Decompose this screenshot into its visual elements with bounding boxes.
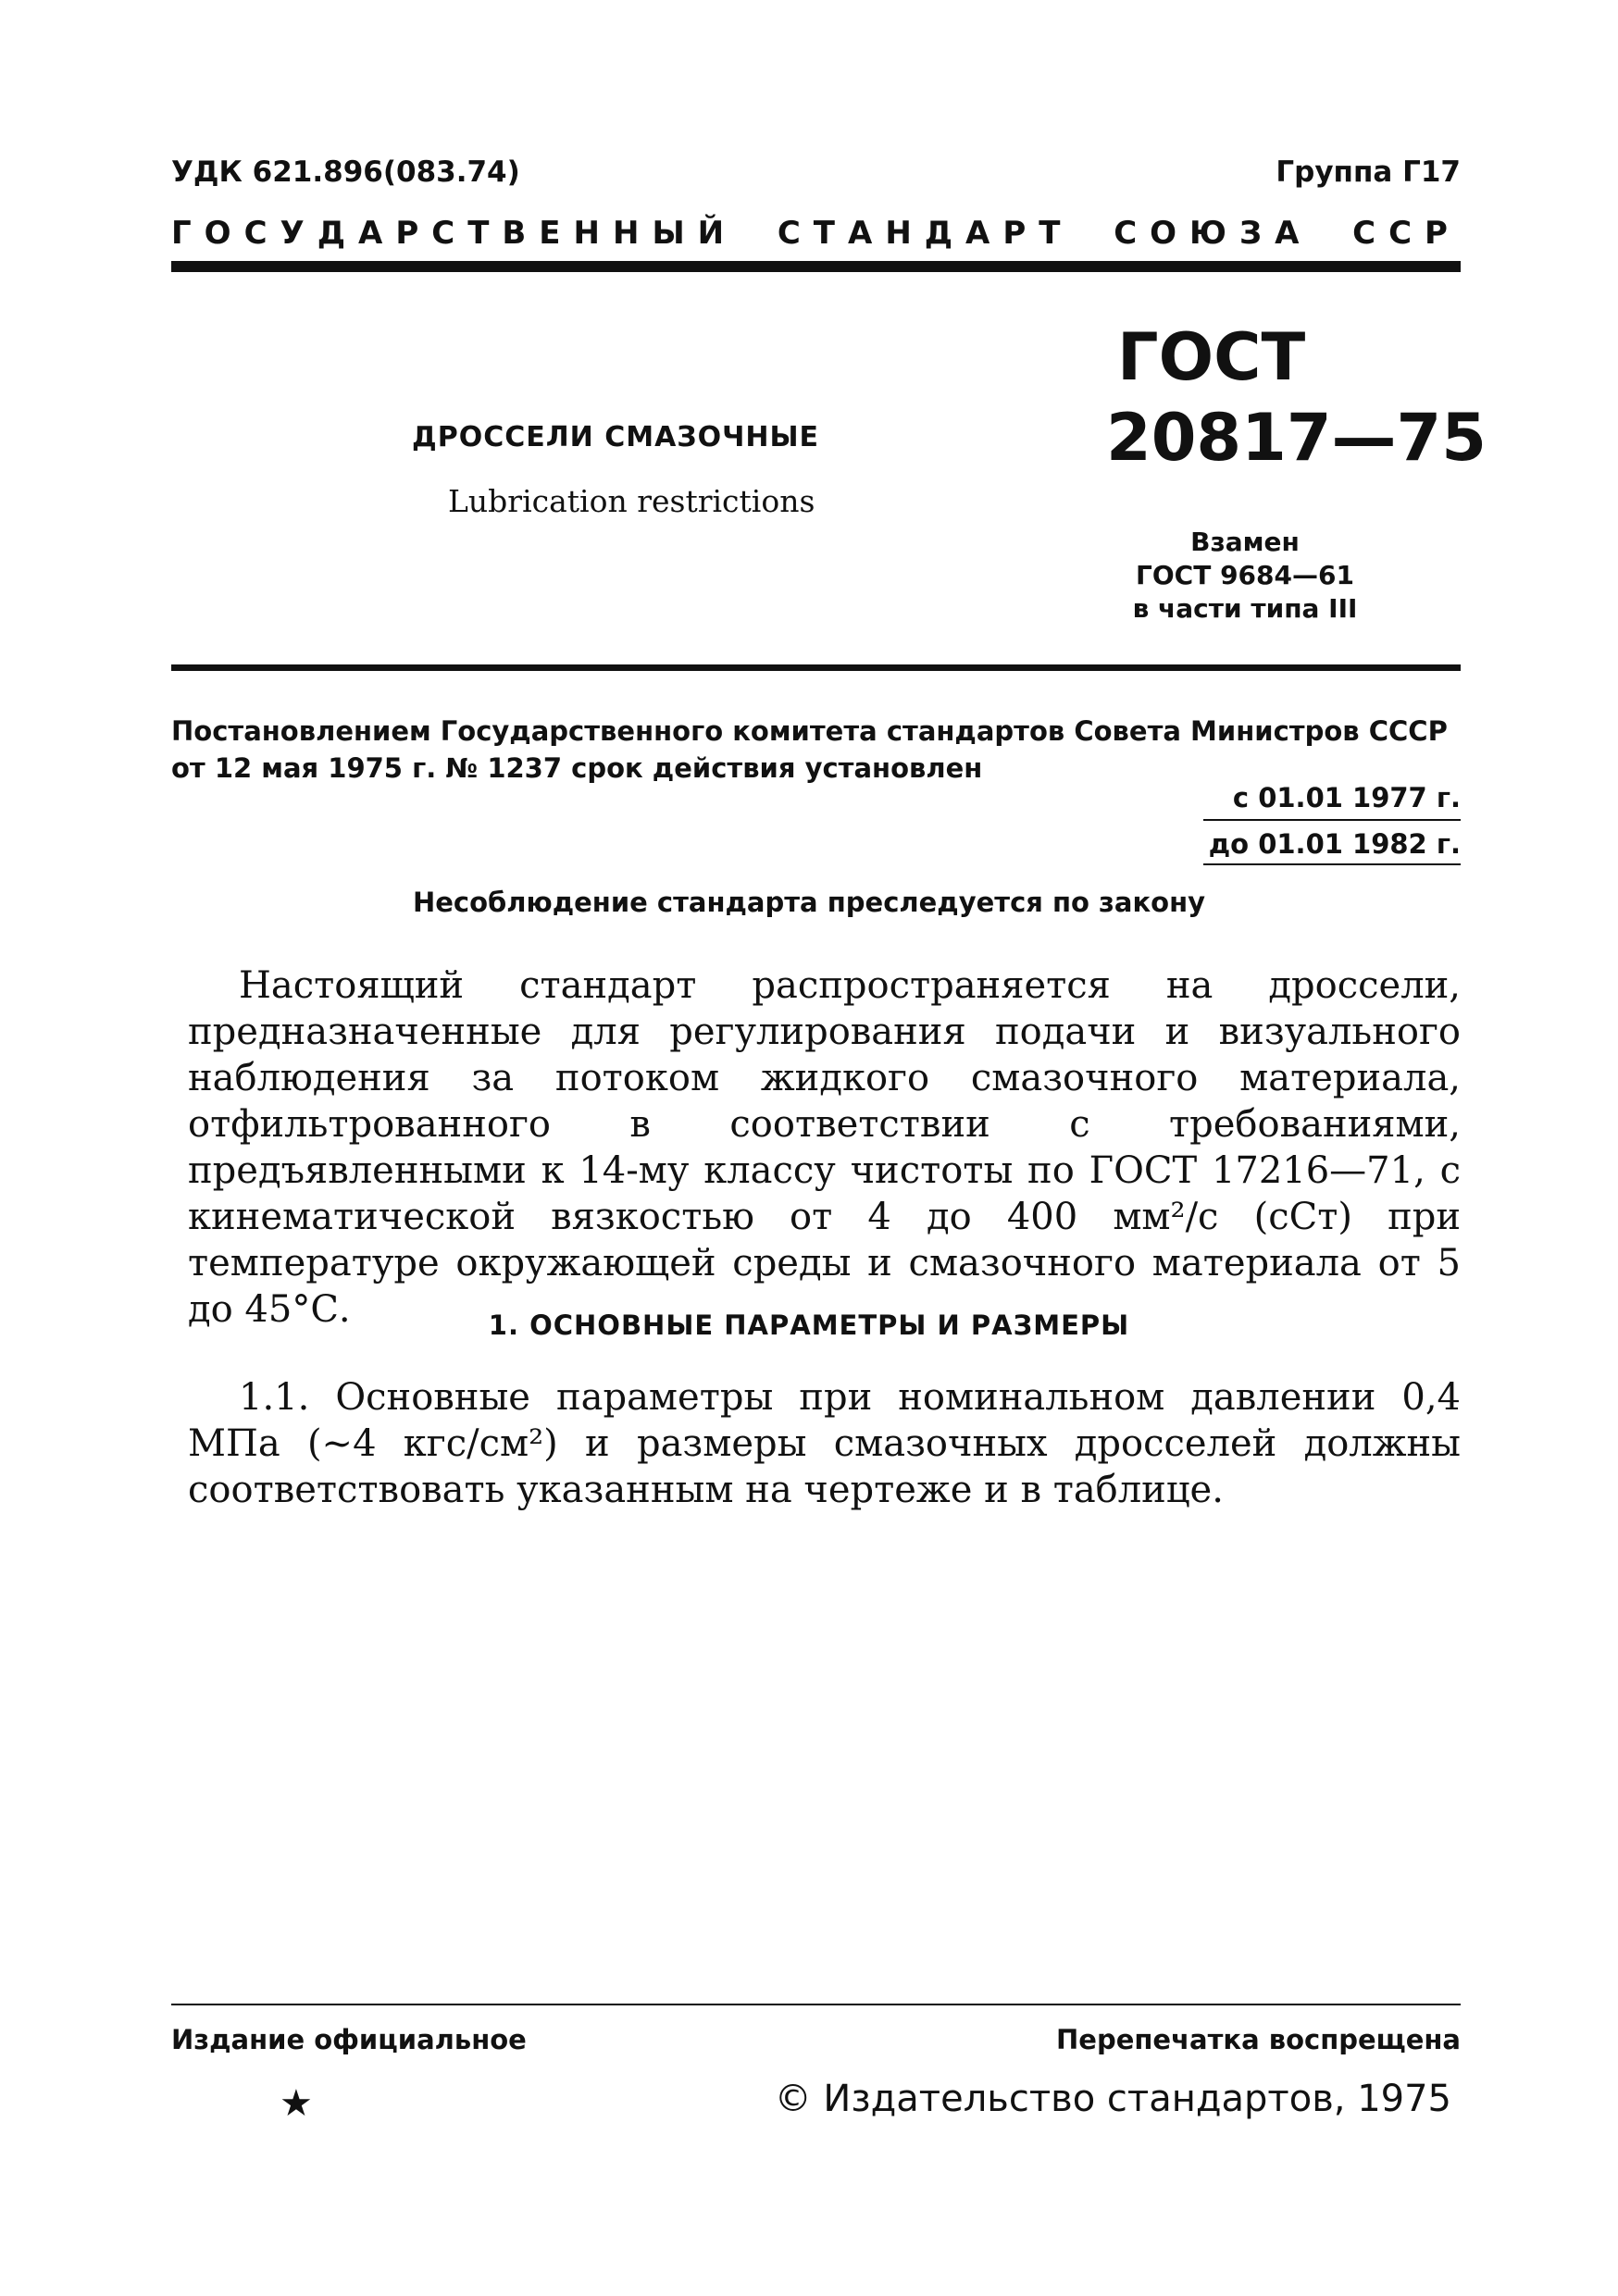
intro-paragraph: Настоящий стандарт распространяется на дроссели, предназначенные для регулирования подачи и визуального наблюдения за потоком жидкого смазочного материала, отфильтрованного в соответствии с требованиями, предъявленными к 14-му классу чистоты по ГОСТ 17216—71, с кинематической вязкостью от 4 до 400 мм²/с (сСт) при температуре окружающей среды и смазочного материала от 5 до 45°С. (188, 964, 1461, 1331)
resolution-text: Постановлением Государственного комитета стандартов Совета Министров СССР от 12 мая 1975 г. № 1237 срок действия установлен (171, 715, 1448, 784)
publisher-copyright: © Издательство стандартов, 1975 (774, 2078, 1451, 2120)
replaces-line-2: ГОСТ 9684—61 (1136, 560, 1354, 590)
title-russian: ДРОССЕЛИ СМАЗОЧНЫЕ (412, 421, 820, 453)
replaces-line-1: Взамен (1190, 527, 1300, 557)
udk-code: УДК 621.896(083.74) (171, 155, 520, 189)
clause-1-1: 1.1. Основные параметры при номинальном давлении 0,4 МПа (~4 кгс/см²) и размеры смазочных дросселей должны соответствовать указанным на чертеже и в таблице. (188, 1376, 1461, 1511)
banner-word-2: СТАНДАРТ (777, 215, 1074, 252)
state-standard-banner (171, 215, 1461, 252)
star-icon: ★ (280, 2082, 313, 2125)
middle-rule (171, 664, 1461, 671)
validity-rule-1 (1203, 819, 1461, 821)
group-code: Группа Г17 (1276, 155, 1461, 189)
banner-word-4: ССР (1352, 215, 1461, 252)
replaces-note (1092, 526, 1398, 626)
valid-from: с 01.01 1977 г. (1232, 782, 1461, 813)
gost-label: ГОСТ (1117, 319, 1306, 395)
validity-rule-2 (1203, 863, 1461, 865)
top-thick-rule (171, 261, 1461, 272)
section-1-title: 1. ОСНОВНЫЕ ПАРАМЕТРЫ И РАЗМЕРЫ (488, 1309, 1130, 1341)
footer-rule (171, 2004, 1461, 2005)
banner-word-3: СОЮЗА (1114, 215, 1313, 252)
title-english: Lubrication restrictions (448, 483, 815, 519)
official-edition: Издание официальное (171, 2024, 527, 2055)
legal-warning: Несоблюдение стандарта преследуется по закону (412, 887, 1206, 918)
gost-number: 20817—75 (1106, 400, 1487, 476)
valid-to: до 01.01 1982 г. (1208, 828, 1461, 860)
replaces-line-3: в части типа III (1132, 593, 1358, 624)
reprint-prohibited: Перепечатка воспрещена (1056, 2024, 1461, 2055)
banner-word-1: ГОСУДАРСТВЕННЫЙ (171, 215, 738, 252)
